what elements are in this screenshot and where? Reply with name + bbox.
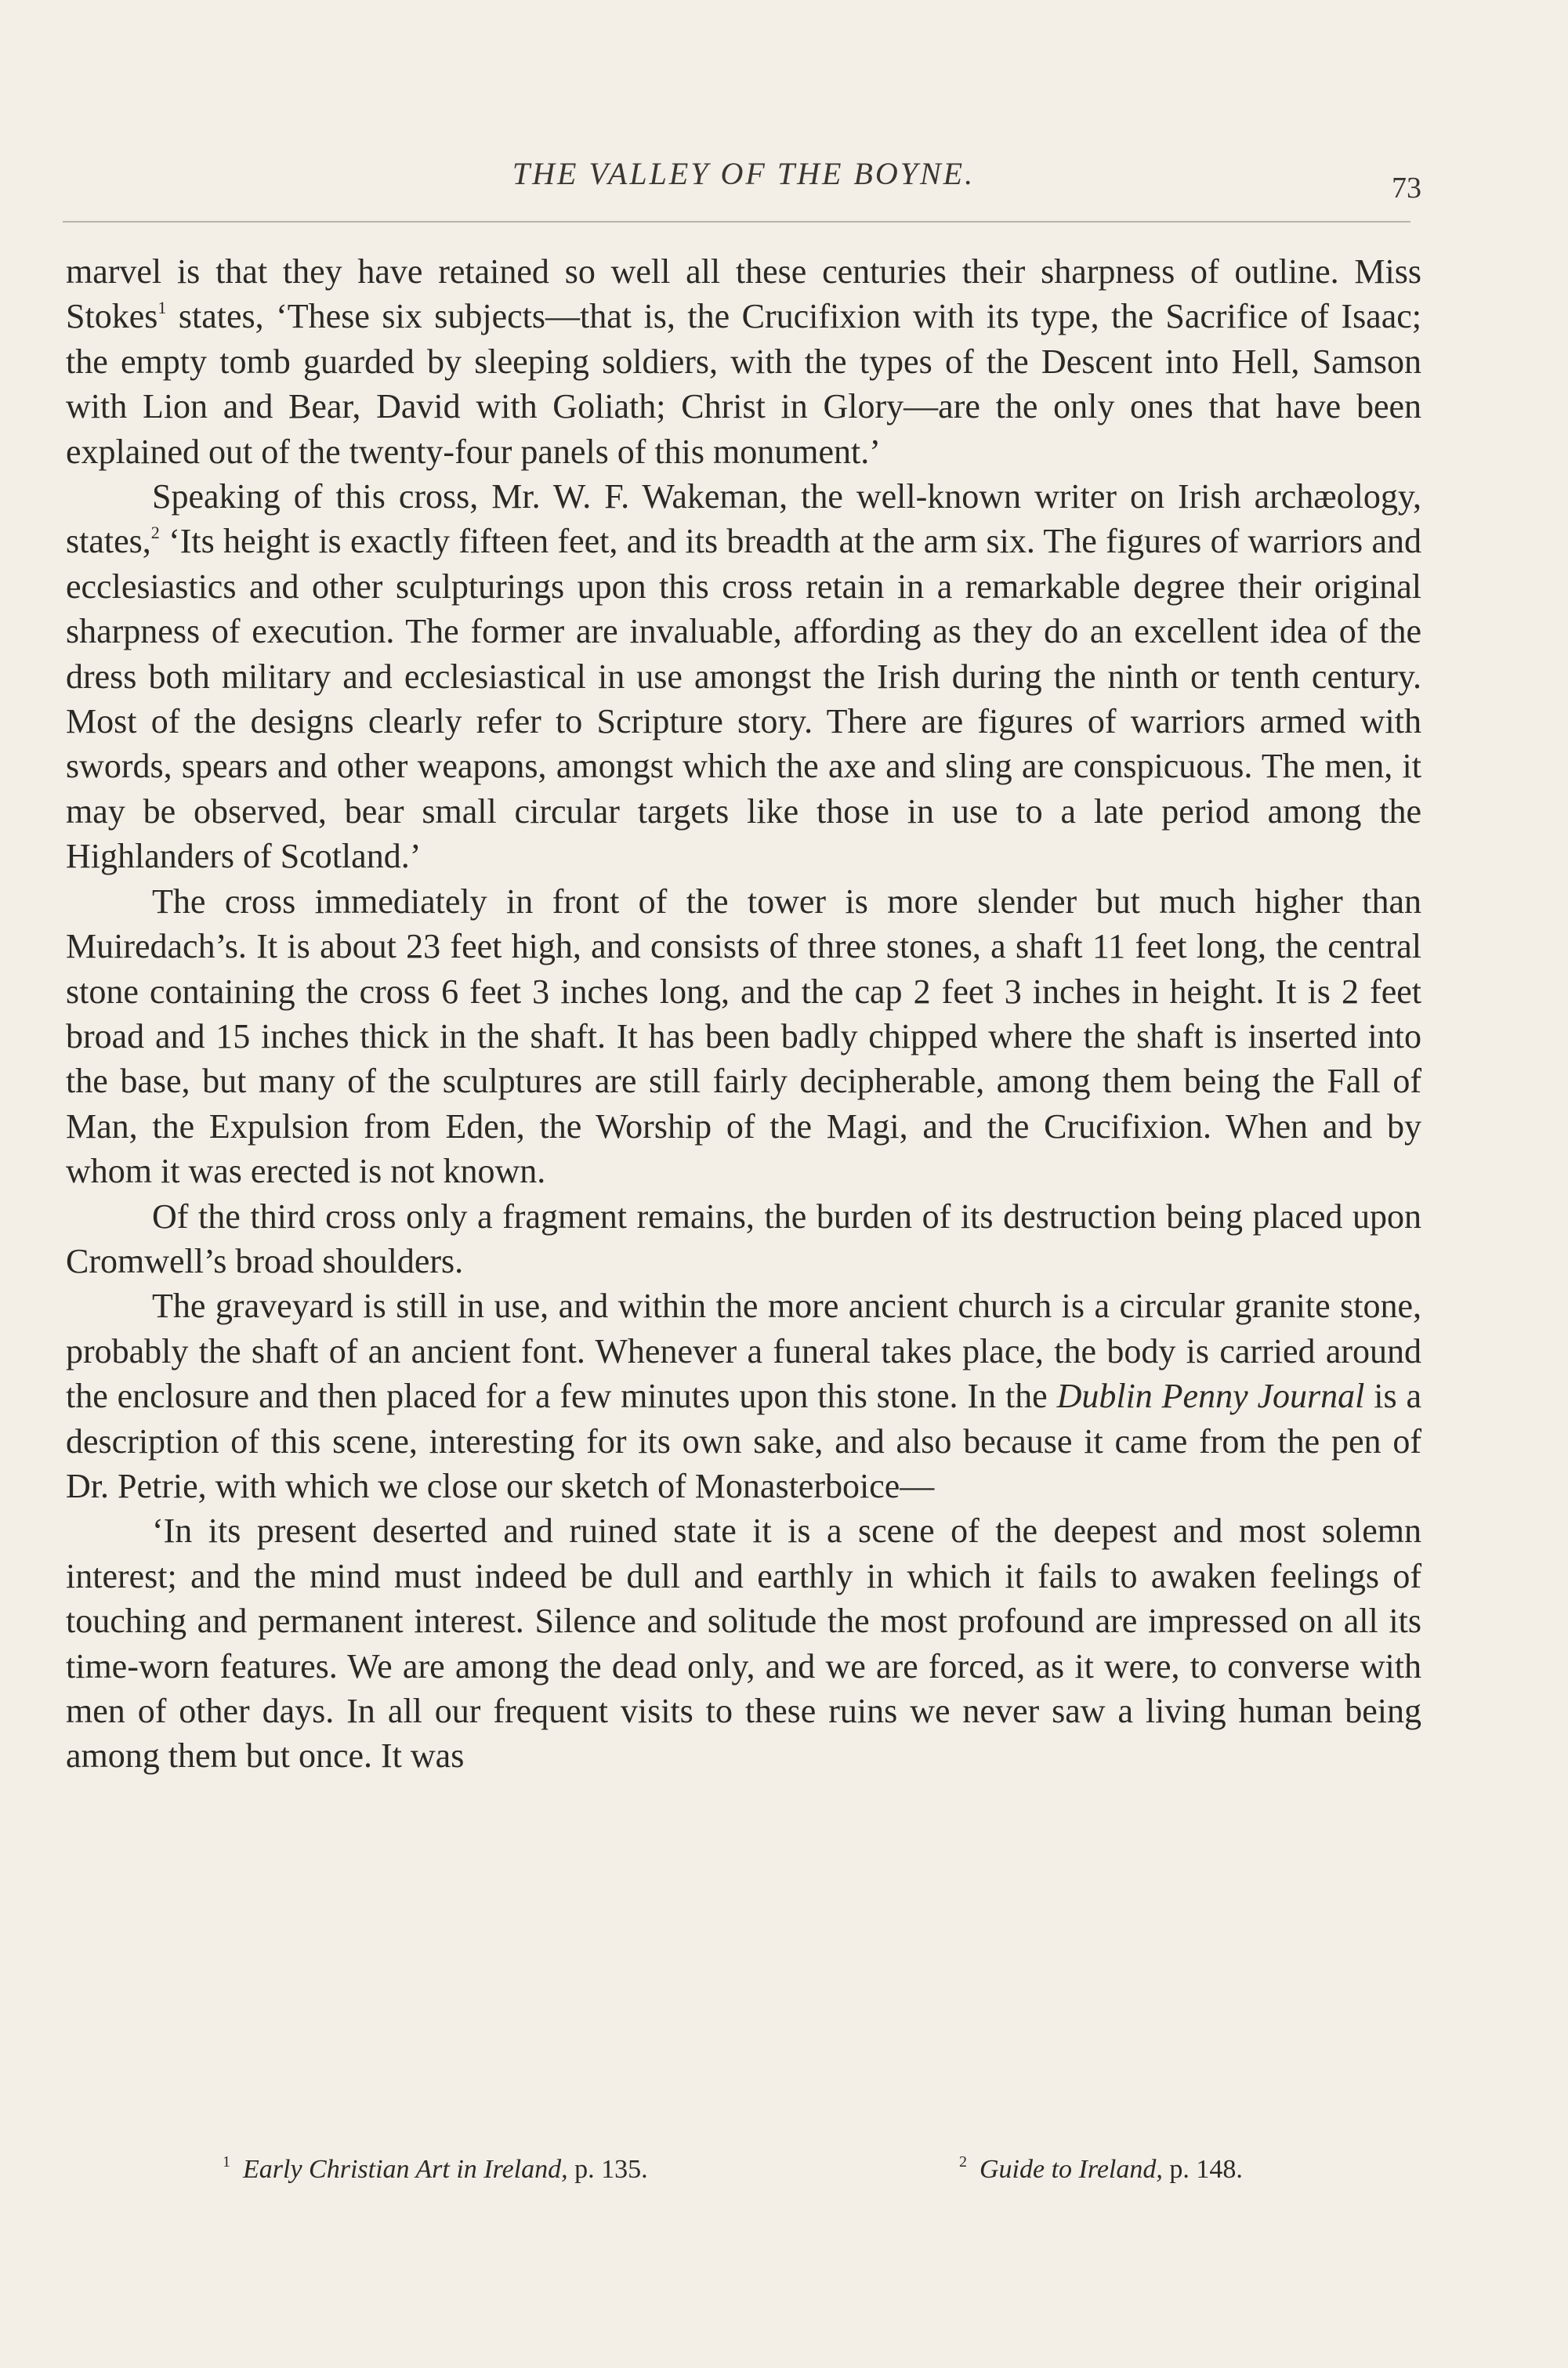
footnotes (66, 2153, 1421, 2200)
footnote-page-ref: p. 148. (1162, 2155, 1243, 2184)
page-header (66, 155, 1421, 210)
footnote-mark: 1 (223, 2153, 230, 2171)
footnote-mark: 2 (959, 2153, 967, 2171)
paragraph-2 (66, 474, 1421, 879)
paragraph-3: The cross immediately in front of the tower is more slender but much higher than Muiredach’s. It is about 23 feet high, and consists of three stones, a shaft 11 feet long, the central stone containing the cross 6 feet 3 inches long, and the cap 2 feet 3 inches in height. It is 2 feet broad and 15 inches thick in the shaft. It has been badly chipped where the shaft is inserted into the base, but many of the sculptures are still fairly decipherable, among them being the Fall of Man, the Expulsion from Eden, the Worship of the Magi, and the Crucifixion. When and by whom it was erected is not known. (66, 882, 1421, 1191)
journal-title: Dublin Penny Journal (1056, 1377, 1365, 1416)
running-title: THE VALLEY OF THE BOYNE. (512, 156, 976, 191)
footnote-title: Early Christian Art in Ireland, (243, 2155, 568, 2184)
footnote-2 (959, 2153, 1243, 2185)
paragraph-text: is a description of this scene, interesting for its own sake, and also because it came from the pen of Dr. Petrie, with which we close our sketch of Monasterboice— (66, 1377, 1421, 1505)
header-rule (63, 221, 1410, 223)
paragraph-text: Speaking of this cross, Mr. W. F. Wakeman, the well-known writer on Irish archæology, states, (66, 477, 1421, 561)
footnote-1 (223, 2153, 648, 2185)
page-number: 73 (1392, 172, 1421, 205)
footnote-page-ref: p. 135. (567, 2155, 648, 2184)
footnote-title: Guide to Ireland, (980, 2155, 1163, 2184)
paragraph-text: ‘Its height is exactly fifteen feet, and its breadth at the arm six. The figures of warriors and ecclesiastics and other sculpturings upon this cross retain in a remarkable degree their original sharpness of execution. The former are invaluable, affording as they do an excellent idea of the dress both military and ecclesiastical in use amongst the Irish during the ninth or tenth century. Most of the designs clearly refer to Scripture story. There are figures of warriors armed with swords, spears and other weapons, amongst which the axe and sling are conspicuous. The men, it may be observed, bear small circular targets like those in use to a late period among the Highlanders of Scotland.’ (66, 522, 1421, 876)
paragraph-text: states, ‘These six subjects—that is, the Crucifixion with its type, the Sacrifice of Isaac; the empty tomb guarded by sleeping soldiers, with the types of the Descent into Hell, Samson with Lion and Bear, David with Goliath; Christ in Glory—are the only ones that have been explained out of the twenty-four panels of this monument.’ (66, 297, 1421, 471)
paragraph-text: The graveyard is still in use, and within the more ancient church is a circular granite stone, probably the shaft of an ancient font. Whenever a funeral takes place, the body is carried around the enclosure and then placed for a few minutes upon this stone. In the (66, 1287, 1421, 1416)
paragraph-6: ‘In its present deserted and ruined state it is a scene of the deepest and most solemn interest; and the mind must indeed be dull and earthly in which it fails to awaken feelings of touching and permanent interest. Silence and solitude the most profound are impressed on all its time-worn features. We are among the dead only, and we are forced, as it were, to converse with men of other days. In all our frequent visits to these ruins we never saw a living human being among them but once. It was (66, 1512, 1421, 1776)
footnote-ref-2: 2 (150, 523, 160, 543)
paragraph-4: Of the third cross only a fragment remains, the burden of its destruction being placed upon Cromwell’s broad shoulders. (66, 1197, 1421, 1280)
body-text (66, 249, 1421, 1779)
footnote-ref-1: 1 (158, 298, 167, 318)
paragraph-5 (66, 1284, 1421, 1508)
paragraph-text: marvel is that they have retained so well all these centuries their sharpness of outline. Miss Stokes (66, 252, 1421, 336)
paragraph-1 (66, 249, 1421, 474)
